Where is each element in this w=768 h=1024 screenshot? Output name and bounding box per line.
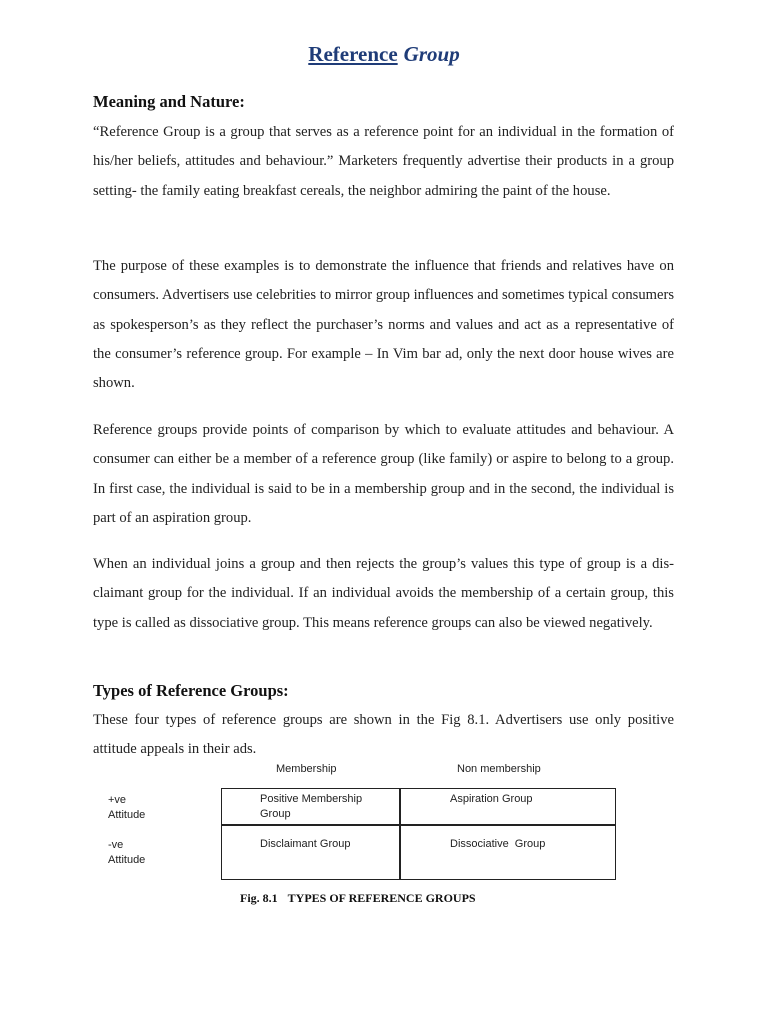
title-part-reference: Reference [308,42,398,66]
paragraph-3: Reference groups provide points of comparison by which to evaluate attitudes and behaviour. A consumer can either be a member of a reference group (like family) or aspire to belong to a group. In first case, the individual is said to be in a membership group and in the second, the individual is part of an aspiration group. [93,422,674,526]
figure-caption-number: Fig. 8.1 [240,891,278,905]
grid-divider [399,789,401,879]
row-header-line: Attitude [108,854,146,866]
cell-dissociative-group [450,837,545,852]
column-header-non-membership: Non membership [457,763,541,775]
title-part-group: Group [403,42,460,66]
row-header-negative [108,838,145,868]
figure-caption-text: TYPES OF REFERENCE GROUPS [287,891,476,905]
section-heading-meaning: Meaning and Nature: [93,92,245,111]
paragraph-2: The purpose of these examples is to demonstrate the influence that friends and relatives have on consumers. Advertisers use celebrities to mirror group influences and sometimes typical consumers as spokesperson’s as they reflect the purchaser’s norms and values and act as a representative of the consumer’s reference group. For example – In Vim bar ad, only the next door house wives are shown. [93,258,674,392]
row-header-line: Attitude [108,809,146,821]
paragraph-5: These four types of reference groups are shown in the Fig 8.1. Advertisers use only positive attitude appeals in their ads. [93,712,674,758]
cell-line: Aspiration Group [450,793,533,805]
row-header-positive [108,793,145,823]
groups-grid [221,788,616,880]
cell-line: Positive Membership [260,793,363,805]
cell-aspiration-group [450,792,533,807]
cell-line: Group [260,808,291,820]
paragraph-4: When an individual joins a group and then rejects the group’s values this type of group is a dis-claimant group for the individual. If an individual avoids the membership of a certain group, this type is called as dissociative group. This means reference groups can also be viewed negatively. [93,556,674,631]
figure-caption [240,891,486,906]
column-header-membership: Membership [276,763,337,775]
page-title [0,42,768,67]
section-heading-types: Types of Reference Groups: [93,681,289,700]
grid-divider [222,824,615,826]
row-header-line: +ve [108,794,127,806]
cell-positive-membership [260,792,362,822]
row-header-line: -ve [108,839,124,851]
cell-line: Disclaimant Group [260,838,351,850]
cell-line: Dissociative Group [450,838,546,850]
cell-disclaimant-group [260,837,350,852]
paragraph-1: “Reference Group is a group that serves as a reference point for an individual in the formation of his/her beliefs, attitudes and behaviour.” Marketers frequently advertise their products in a group setting- the family eating breakfast cereals, the neighbor admiring the paint of the house. [93,124,674,199]
